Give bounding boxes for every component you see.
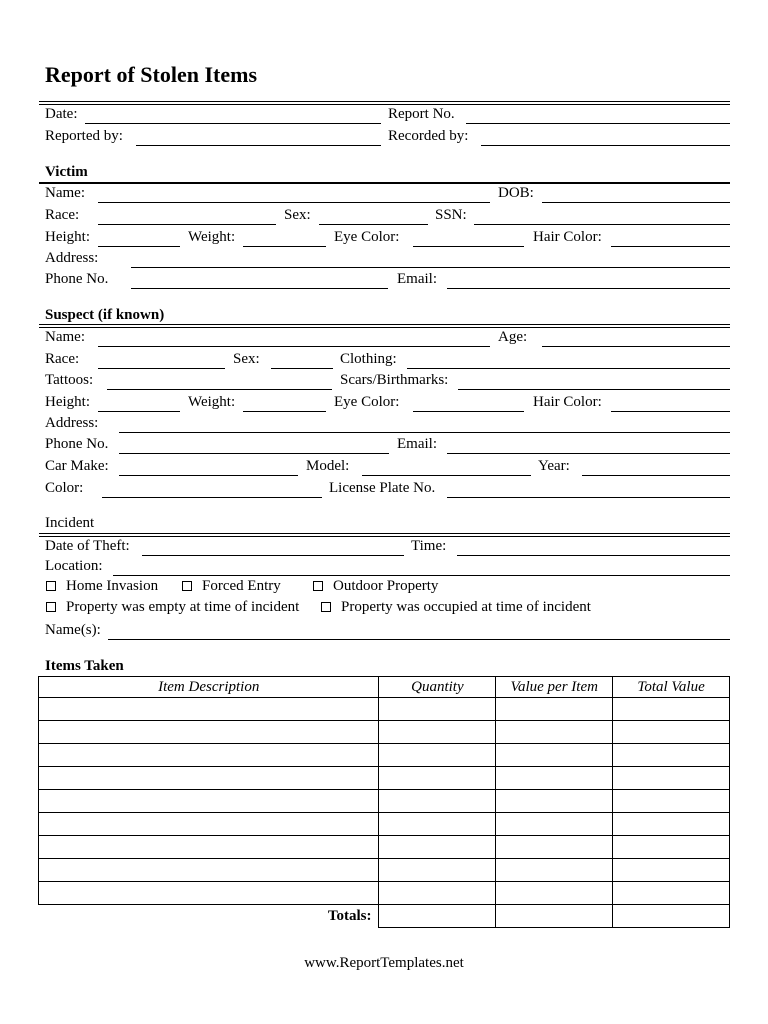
col-quantity: Quantity [379, 677, 496, 698]
victim-height-label: Height: [45, 229, 90, 245]
incident-location-label: Location: [45, 558, 103, 574]
incident-rule-top [39, 533, 730, 534]
suspect-clothing-label: Clothing: [340, 351, 397, 367]
suspect-heading: Suspect (if known) [45, 307, 165, 323]
suspect-weight-label: Weight: [188, 394, 236, 410]
forced-entry-label: Forced Entry [202, 578, 281, 594]
table-row [39, 698, 730, 721]
outdoor-property-checkbox[interactable] [313, 581, 323, 591]
reported-by-field[interactable] [136, 145, 381, 146]
suspect-name-label: Name: [45, 329, 85, 345]
total-value-cell[interactable] [613, 859, 730, 882]
victim-name-label: Name: [45, 185, 85, 201]
items-table [38, 676, 730, 928]
col-total-value: Total Value [613, 677, 730, 698]
suspect-race-label: Race: [45, 351, 80, 367]
item-description-cell[interactable] [39, 836, 379, 859]
table-row [39, 836, 730, 859]
total-value-cell[interactable] [613, 744, 730, 767]
item-description-cell[interactable] [39, 790, 379, 813]
report-no-field[interactable] [466, 123, 730, 124]
totals-total-value-cell[interactable] [613, 905, 730, 928]
value-per-item-cell[interactable] [496, 744, 613, 767]
home-invasion-label: Home Invasion [66, 578, 159, 594]
suspect-color-field[interactable] [102, 497, 322, 498]
date-label: Date: [45, 106, 78, 122]
victim-sex-label: Sex: [284, 207, 311, 223]
victim-weight-field[interactable] [243, 246, 326, 247]
report-no-label: Report No. [388, 106, 455, 122]
quantity-cell[interactable] [379, 836, 496, 859]
suspect-address-field[interactable] [119, 432, 730, 433]
suspect-hair-color-label: Hair Color: [533, 394, 602, 410]
value-per-item-cell[interactable] [496, 767, 613, 790]
items-header-row [39, 677, 730, 698]
victim-name-field[interactable] [98, 202, 490, 203]
value-per-item-cell[interactable] [496, 813, 613, 836]
total-value-cell[interactable] [613, 813, 730, 836]
total-value-cell[interactable] [613, 767, 730, 790]
quantity-cell[interactable] [379, 790, 496, 813]
quantity-cell[interactable] [379, 744, 496, 767]
victim-address-field[interactable] [131, 267, 730, 268]
total-value-cell[interactable] [613, 836, 730, 859]
victim-height-field[interactable] [98, 246, 180, 247]
suspect-clothing-field[interactable] [407, 368, 730, 369]
suspect-rule-top [39, 324, 730, 325]
suspect-age-field[interactable] [542, 346, 730, 347]
suspect-plate-field[interactable] [447, 497, 730, 498]
suspect-car-make-field[interactable] [119, 475, 298, 476]
victim-address-label: Address: [45, 250, 99, 266]
victim-email-label: Email: [397, 271, 437, 287]
victim-weight-label: Weight: [188, 229, 236, 245]
suspect-sex-label: Sex: [233, 351, 260, 367]
quantity-cell[interactable] [379, 882, 496, 905]
incident-names-label: Name(s): [45, 622, 101, 638]
victim-eye-color-field[interactable] [413, 246, 524, 247]
value-per-item-cell[interactable] [496, 882, 613, 905]
item-description-cell[interactable] [39, 813, 379, 836]
item-description-cell[interactable] [39, 882, 379, 905]
date-of-theft-field[interactable] [142, 555, 404, 556]
col-item-description: Item Description [39, 677, 379, 698]
suspect-plate-label: License Plate No. [329, 480, 436, 496]
suspect-color-label: Color: [45, 480, 84, 496]
victim-ssn-label: SSN: [435, 207, 467, 223]
table-row [39, 813, 730, 836]
header-rule-top [39, 101, 730, 102]
outdoor-property-label: Outdoor Property [333, 578, 439, 594]
victim-email-field[interactable] [447, 288, 730, 289]
totals-label: Totals: [327, 907, 372, 924]
victim-rule [39, 182, 730, 184]
total-value-cell[interactable] [613, 790, 730, 813]
table-row [39, 744, 730, 767]
reported-by-label: Reported by: [45, 128, 123, 144]
table-row [39, 859, 730, 882]
incident-location-field[interactable] [113, 575, 730, 576]
quantity-cell[interactable] [379, 767, 496, 790]
suspect-year-label: Year: [538, 458, 570, 474]
total-value-cell[interactable] [613, 698, 730, 721]
property-empty-label: Property was empty at time of incident [66, 599, 300, 615]
item-description-cell[interactable] [39, 721, 379, 744]
incident-names-field[interactable] [108, 639, 730, 640]
property-empty-checkbox[interactable] [46, 602, 56, 612]
value-per-item-cell[interactable] [496, 836, 613, 859]
victim-heading: Victim [45, 164, 88, 180]
recorded-by-label: Recorded by: [388, 128, 469, 144]
items-heading: Items Taken [45, 658, 124, 674]
total-value-cell[interactable] [613, 882, 730, 905]
suspect-model-label: Model: [306, 458, 350, 474]
footer-url: www.ReportTemplates.net [304, 955, 464, 971]
incident-heading: Incident [45, 515, 95, 531]
suspect-year-field[interactable] [582, 475, 730, 476]
suspect-hair-color-field[interactable] [611, 411, 730, 412]
table-row [39, 882, 730, 905]
suspect-scars-field[interactable] [458, 389, 730, 390]
value-per-item-cell[interactable] [496, 790, 613, 813]
item-description-cell[interactable] [39, 744, 379, 767]
suspect-address-label: Address: [45, 415, 99, 431]
total-value-cell[interactable] [613, 721, 730, 744]
quantity-cell[interactable] [379, 721, 496, 744]
victim-sex-field[interactable] [319, 224, 428, 225]
suspect-scars-label: Scars/Birthmarks: [340, 372, 449, 388]
table-row [39, 790, 730, 813]
victim-eye-color-label: Eye Color: [334, 229, 400, 245]
victim-phone-label: Phone No. [45, 271, 109, 287]
quantity-cell[interactable] [379, 698, 496, 721]
victim-ssn-field[interactable] [474, 224, 730, 225]
suspect-name-field[interactable] [98, 346, 490, 347]
property-occupied-checkbox[interactable] [321, 602, 331, 612]
victim-race-label: Race: [45, 207, 80, 223]
suspect-model-field[interactable] [362, 475, 531, 476]
table-row [39, 767, 730, 790]
victim-race-field[interactable] [98, 224, 276, 225]
item-description-cell[interactable] [39, 859, 379, 882]
totals-row [39, 905, 730, 928]
suspect-eye-color-field[interactable] [413, 411, 524, 412]
victim-phone-field[interactable] [131, 288, 388, 289]
item-description-cell[interactable] [39, 698, 379, 721]
col-value-per-item: Value per Item [496, 677, 613, 698]
value-per-item-cell[interactable] [496, 698, 613, 721]
item-description-cell[interactable] [39, 767, 379, 790]
totals-value-per-item-cell[interactable] [496, 905, 613, 928]
home-invasion-checkbox[interactable] [46, 581, 56, 591]
suspect-email-field[interactable] [447, 453, 730, 454]
suspect-phone-field[interactable] [119, 453, 389, 454]
suspect-tattoos-field[interactable] [107, 389, 332, 390]
victim-dob-label: DOB: [498, 185, 534, 201]
table-row [39, 721, 730, 744]
header-rule-bottom [39, 104, 730, 105]
date-of-theft-label: Date of Theft: [45, 538, 130, 554]
recorded-by-field[interactable] [481, 145, 730, 146]
victim-dob-field[interactable] [542, 202, 730, 203]
page-title: Report of Stolen Items [45, 62, 258, 87]
suspect-height-label: Height: [45, 394, 90, 410]
totals-quantity-cell[interactable] [379, 905, 496, 928]
suspect-eye-color-label: Eye Color: [334, 394, 400, 410]
quantity-cell[interactable] [379, 859, 496, 882]
value-per-item-cell[interactable] [496, 859, 613, 882]
suspect-car-make-label: Car Make: [45, 458, 109, 474]
suspect-phone-label: Phone No. [45, 436, 109, 452]
suspect-tattoos-label: Tattoos: [45, 372, 94, 388]
incident-time-field[interactable] [457, 555, 730, 556]
suspect-sex-field[interactable] [271, 368, 333, 369]
value-per-item-cell[interactable] [496, 721, 613, 744]
suspect-weight-field[interactable] [243, 411, 326, 412]
incident-rule-bottom [39, 536, 730, 537]
victim-hair-color-label: Hair Color: [533, 229, 602, 245]
quantity-cell[interactable] [379, 813, 496, 836]
property-occupied-label: Property was occupied at time of incident [341, 599, 591, 615]
victim-hair-color-field[interactable] [611, 246, 730, 247]
date-field[interactable] [85, 123, 381, 124]
forced-entry-checkbox[interactable] [182, 581, 192, 591]
suspect-age-label: Age: [498, 329, 528, 345]
suspect-race-field[interactable] [98, 368, 225, 369]
incident-time-label: Time: [411, 538, 447, 554]
suspect-height-field[interactable] [98, 411, 180, 412]
suspect-rule-bottom [39, 327, 730, 328]
suspect-email-label: Email: [397, 436, 437, 452]
